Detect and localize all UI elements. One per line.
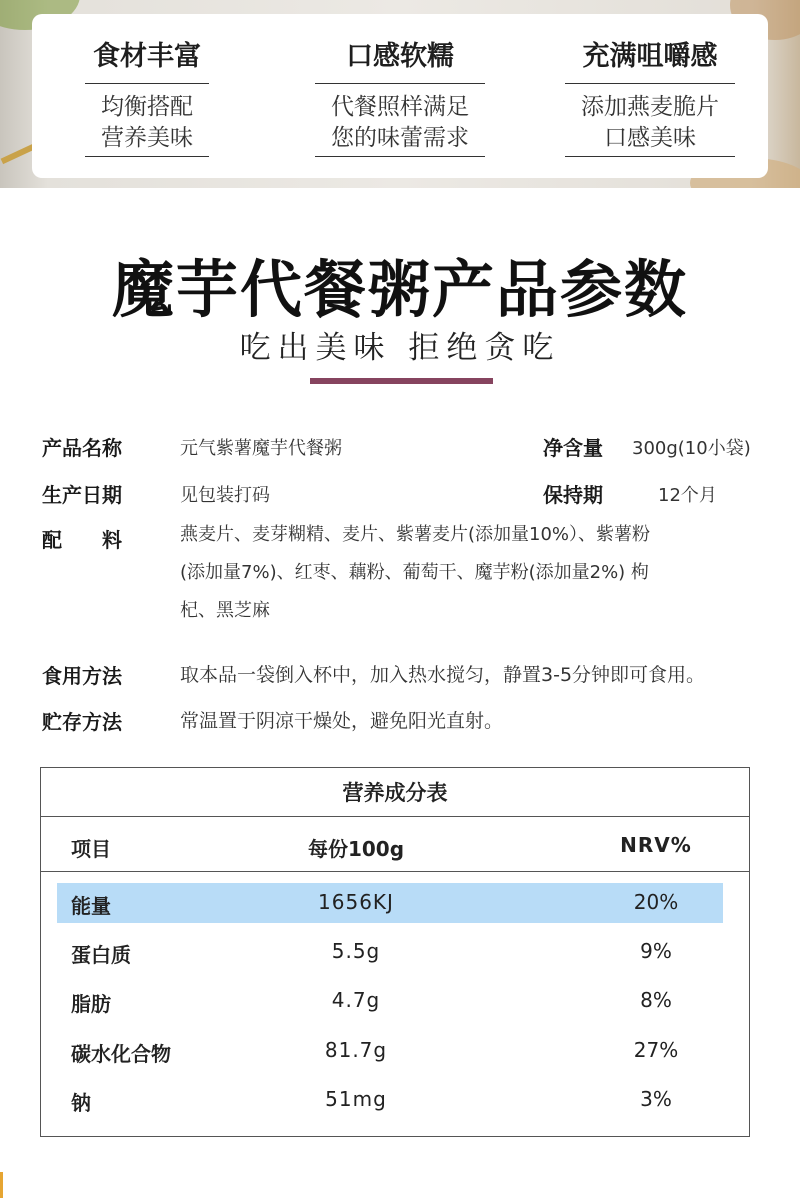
decorative-edge-mark: [0, 1172, 3, 1198]
table-row: [41, 1031, 749, 1071]
feature-title: 食材丰富: [93, 41, 201, 72]
ingredients-line: (添加量7%)、红枣、藕粉、葡萄干、魔芋粉(添加量2%) 枸: [180, 562, 649, 583]
nutrient-nrv: 8%: [640, 988, 672, 1012]
nutrient-nrv: 3%: [640, 1087, 672, 1111]
nutrient-name: 蛋白质: [71, 943, 131, 967]
feature-title: 口感软糯: [346, 41, 454, 72]
table-row: [41, 981, 749, 1021]
param-label-usage: 食用方法: [42, 664, 122, 688]
divider: [315, 156, 485, 157]
nutrient-nrv: 27%: [633, 1038, 679, 1062]
ingredients-line: 杞、黑芝麻: [180, 600, 270, 621]
table-row: [41, 932, 749, 972]
param-value-shelf: 12个月: [658, 485, 717, 506]
param-label-ingredients: 配 料: [42, 528, 122, 552]
param-value-name: 元气紫薯魔芋代餐粥: [180, 438, 342, 459]
nutrient-value: 1656KJ: [318, 890, 394, 914]
feature-description: [32, 92, 262, 154]
param-value-storage: 常温置于阴凉干燥处，避免阳光直射。: [180, 710, 504, 732]
param-label-storage: 贮存方法: [42, 710, 122, 734]
nutrient-name: 脂肪: [71, 992, 111, 1016]
ingredients-line: 燕麦片、麦芽糊精、麦片、紫薯麦片(添加量10%）、紫薯粉: [180, 524, 651, 545]
param-value-ingredients: [180, 516, 740, 630]
nutrient-value: 4.7g: [331, 988, 381, 1012]
feature-description-line: 您的味蕾需求: [331, 125, 469, 151]
divider: [565, 156, 735, 157]
page-subtitle: 吃出美味 拒绝贪吃: [239, 330, 561, 366]
feature-item: [535, 14, 765, 178]
feature-description-line: 营养美味: [101, 125, 193, 151]
nutrition-table-header: [41, 817, 749, 872]
param-label-shelf: 保持期: [543, 483, 603, 507]
param-label-date: 生产日期: [42, 483, 122, 507]
divider: [85, 156, 209, 157]
feature-item: [32, 14, 262, 178]
nutrition-table: [40, 767, 750, 1137]
column-header-per-100g: 每份100g: [307, 837, 405, 861]
nutrient-value: 51mg: [325, 1087, 387, 1111]
param-value-net: 300g(10小袋): [632, 438, 751, 459]
divider: [565, 83, 735, 84]
feature-banner: [0, 0, 800, 188]
feature-description-line: 代餐照样满足: [331, 94, 469, 120]
feature-description-line: 均衡搭配: [101, 94, 193, 120]
table-row: [41, 1080, 749, 1120]
nutrient-name: 碳水化合物: [71, 1042, 171, 1066]
page-title: 魔芋代餐粥产品参数: [111, 253, 688, 326]
nutrient-name: 钠: [71, 1091, 91, 1115]
nutrient-nrv: 9%: [640, 939, 672, 963]
feature-description-line: 添加燕麦脆片: [581, 94, 719, 120]
feature-card: [32, 14, 768, 178]
column-header-nrv: NRV%: [620, 833, 692, 857]
feature-description: [285, 92, 515, 154]
nutrient-name: 能量: [71, 894, 111, 918]
nutrient-nrv: 20%: [633, 890, 679, 914]
param-value-usage: 取本品一袋倒入杯中，加入热水搅匀，静置3-5分钟即可食用。: [180, 664, 706, 686]
divider: [315, 83, 485, 84]
table-row: [41, 883, 749, 923]
feature-description: [535, 92, 765, 154]
accent-bar: [310, 378, 493, 384]
param-value-date: 见包装打码: [180, 485, 270, 506]
nutrient-value: 5.5g: [331, 939, 381, 963]
divider: [85, 83, 209, 84]
feature-item: [285, 14, 515, 178]
feature-description-line: 口感美味: [604, 125, 696, 151]
nutrition-table-title: 营养成分表: [41, 768, 749, 817]
param-label-name: 产品名称: [42, 436, 122, 460]
column-header-item: 项目: [71, 837, 111, 861]
param-label-net: 净含量: [543, 436, 603, 460]
nutrient-value: 81.7g: [324, 1038, 388, 1062]
feature-title: 充满咀嚼感: [582, 41, 718, 72]
